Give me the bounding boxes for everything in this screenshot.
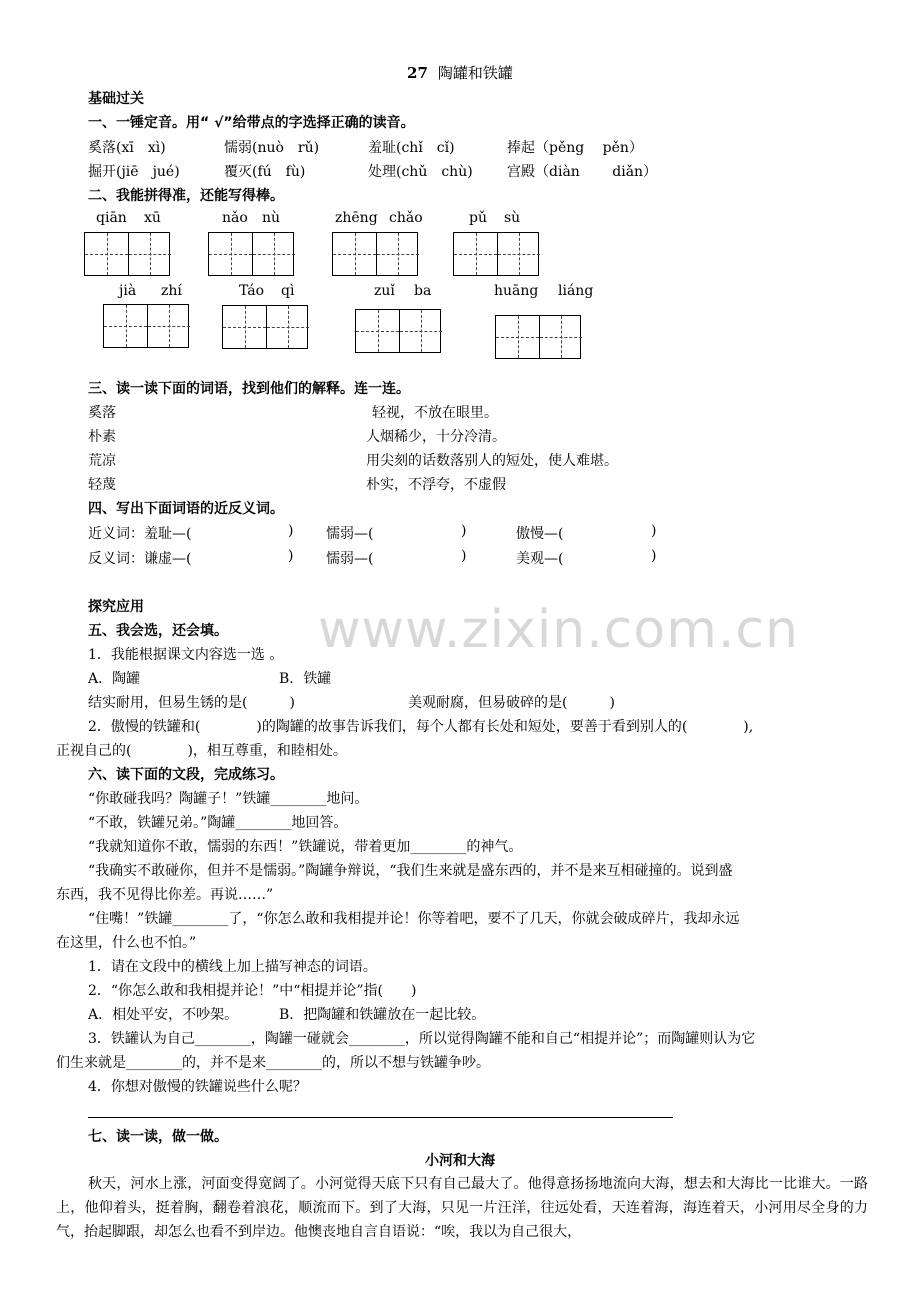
writing-grid[interactable] <box>495 315 581 359</box>
pinyin-label: zhēng <box>335 210 378 226</box>
pinyin-label: huāng <box>494 283 539 299</box>
exercise-4: 4．你想对傲慢的铁罐说些什么呢？ <box>88 1079 307 1095</box>
story-text: 秋天，河水上涨，河面变得宽阔了。小河觉得天底下只有自己最大了。他得意扬扬地流向大海，想去和大海比一比谁大。一路上，他仰着头，挺着胸，翻卷着浪花，顺流而下。到了大海，只见一片汪洋，往远处看，天连着海，海连着天，小河用尽全身的力气，抬起脚跟，却怎么也看不到岸边。他懊丧地自言自语说：“唉，我以为自己很大， <box>56 1176 868 1240</box>
option-a: A．陶罐 <box>88 671 141 687</box>
q2-title: 二、我能拼得准，还能写得棒。 <box>88 188 284 204</box>
lesson-title: 陶罐和铁罐 <box>437 64 513 82</box>
q1-item: 捧起（pěng pěn） <box>507 140 643 156</box>
section-explore: 探究应用 <box>88 599 144 615</box>
pinyin-label: liáng <box>558 283 594 299</box>
passage-line: “住嘴！”铁罐________了，“你怎么敢和我相提并论！你等着吧，要不了几天，你就会破成碎片，我却永远 <box>88 911 740 927</box>
q1-item: 奚落(xī xì) <box>88 140 166 156</box>
pinyin-label: sù <box>504 210 521 226</box>
antonym-prompt: 懦弱—( <box>326 551 374 567</box>
writing-grid[interactable] <box>453 232 539 276</box>
pinyin-label: zhí <box>161 283 182 299</box>
page-title <box>0 62 920 83</box>
writing-grid[interactable] <box>103 304 189 348</box>
passage-line: “不敢，铁罐兄弟。”陶罐________地回答。 <box>88 815 348 831</box>
pinyin-label: pǔ <box>469 210 487 226</box>
blank-close: ) <box>288 523 294 539</box>
pinyin-label: qì <box>281 283 295 299</box>
section-basic: 基础过关 <box>88 91 144 107</box>
passage-line: 在这里，什么也不怕。” <box>56 935 197 951</box>
q5-sub2-cont: 正视自己的( )，相互尊重，和睦相处。 <box>56 743 347 759</box>
q1-item: 宫殿（diàn diǎn） <box>507 164 658 180</box>
pinyin-label: zuǐ <box>374 283 395 299</box>
q1-item: 覆灭(fú fù) <box>224 164 306 180</box>
option-b: B．铁罐 <box>279 671 332 687</box>
writing-grid[interactable] <box>222 305 308 349</box>
blank-close: ) <box>288 548 294 564</box>
exercise-2-option-b: B．把陶罐和铁罐放在一起比较。 <box>279 1007 486 1023</box>
q1-item: 羞耻(chǐ cǐ) <box>368 140 455 156</box>
q1-item: 处理(chǔ chù) <box>368 164 473 180</box>
exercise-2-option-a: A．相处平安，不吵架。 <box>88 1007 239 1023</box>
q5-fill: 结实耐用，但易生锈的是( ) <box>88 695 295 711</box>
pinyin-label: chǎo <box>389 210 423 226</box>
passage-line: 东西，我不见得比你差。再说……” <box>56 887 274 903</box>
q5-fill: 美观耐腐，但易破碎的是( ) <box>408 695 615 711</box>
pinyin-label: nǎo <box>222 210 248 226</box>
exercise-1: 1．请在文段中的横线上加上描写神态的词语。 <box>88 959 377 975</box>
pinyin-label: xū <box>144 210 161 226</box>
pinyin-label: ba <box>414 283 432 299</box>
q5-sub2: 2．傲慢的铁罐和( )的陶罐的故事告诉我们，每个人都有长处和短处，要善于看到别人的( ), <box>88 719 754 735</box>
q3-definition[interactable]: 朴实，不浮夸，不虚假 <box>366 477 506 493</box>
exercise-3: 3．铁罐认为自己________，陶罐一碰就会________，所以觉得陶罐不能和自己“相提并论”；而陶罐则认为它 <box>88 1031 756 1047</box>
antonym-prompt: 反义词：谦虚—( <box>88 551 192 567</box>
blank-close: ) <box>461 548 467 564</box>
pinyin-label: qiān <box>96 210 127 226</box>
q6-title: 六、读下面的文段，完成练习。 <box>88 767 284 783</box>
pinyin-label: nù <box>262 210 281 226</box>
synonym-prompt: 近义词：羞耻—( <box>88 526 192 542</box>
story-title: 小河和大海 <box>425 1153 495 1169</box>
q3-word[interactable]: 奚落 <box>88 405 116 421</box>
q1-title: 一、一锤定音。用“ √”给带点的字选择正确的读音。 <box>88 115 415 131</box>
pinyin-label: jià <box>119 283 137 299</box>
q1-item: 掘开(jiē jué) <box>88 164 180 180</box>
blank-close: ) <box>651 523 657 539</box>
writing-grid[interactable] <box>355 309 441 353</box>
q3-definition[interactable]: 人烟稀少，十分冷清。 <box>366 429 506 445</box>
watermark: www.zixin.com.cn <box>318 600 799 660</box>
blank-close: ) <box>651 548 657 564</box>
synonym-prompt: 傲慢—( <box>516 526 564 542</box>
passage-line: “我确实不敢碰你，但并不是懦弱。”陶罐争辩说，“我们生来就是盛东西的，并不是来互相碰撞的。说到盛 <box>88 863 733 879</box>
writing-grid[interactable] <box>208 232 294 276</box>
antonym-prompt: 美观—( <box>516 551 564 567</box>
pinyin-label: Táo <box>239 283 265 299</box>
passage-line: “你敢碰我吗？陶罐子！”铁罐________地问。 <box>88 791 369 807</box>
exercise-3-cont: 们生来就是________的，并不是来________的，所以不想与铁罐争吵。 <box>56 1055 490 1071</box>
q7-title: 七、读一读，做一做。 <box>88 1129 228 1145</box>
writing-grid[interactable] <box>84 232 170 276</box>
q3-title: 三、读一读下面的词语，找到他们的解释。连一连。 <box>88 381 410 397</box>
q1-item: 懦弱(nuò rǔ) <box>224 140 320 156</box>
q3-word[interactable]: 朴素 <box>88 429 116 445</box>
answer-line[interactable] <box>88 1117 673 1118</box>
q4-title: 四、写出下面词语的近反义词。 <box>88 501 284 517</box>
q3-word[interactable]: 荒凉 <box>88 453 116 469</box>
q3-word[interactable]: 轻蔑 <box>88 477 116 493</box>
q5-title: 五、我会选，还会填。 <box>88 623 228 639</box>
exercise-2: 2．“你怎么敢和我相提并论！”中“相提并论”指( ) <box>88 983 417 999</box>
q5-sub1: 1．我能根据课文内容选一选 。 <box>88 647 284 663</box>
passage-line: “我就知道你不敢，懦弱的东西！”铁罐说，带着更加________的神气。 <box>88 839 523 855</box>
lesson-number: 27 <box>407 64 428 82</box>
synonym-prompt: 懦弱—( <box>326 526 374 542</box>
blank-close: ) <box>461 523 467 539</box>
q3-definition[interactable]: 用尖刻的话数落别人的短处，使人难堪。 <box>366 453 618 469</box>
q3-definition[interactable]: 轻视，不放在眼里。 <box>372 405 498 421</box>
writing-grid[interactable] <box>332 232 418 276</box>
